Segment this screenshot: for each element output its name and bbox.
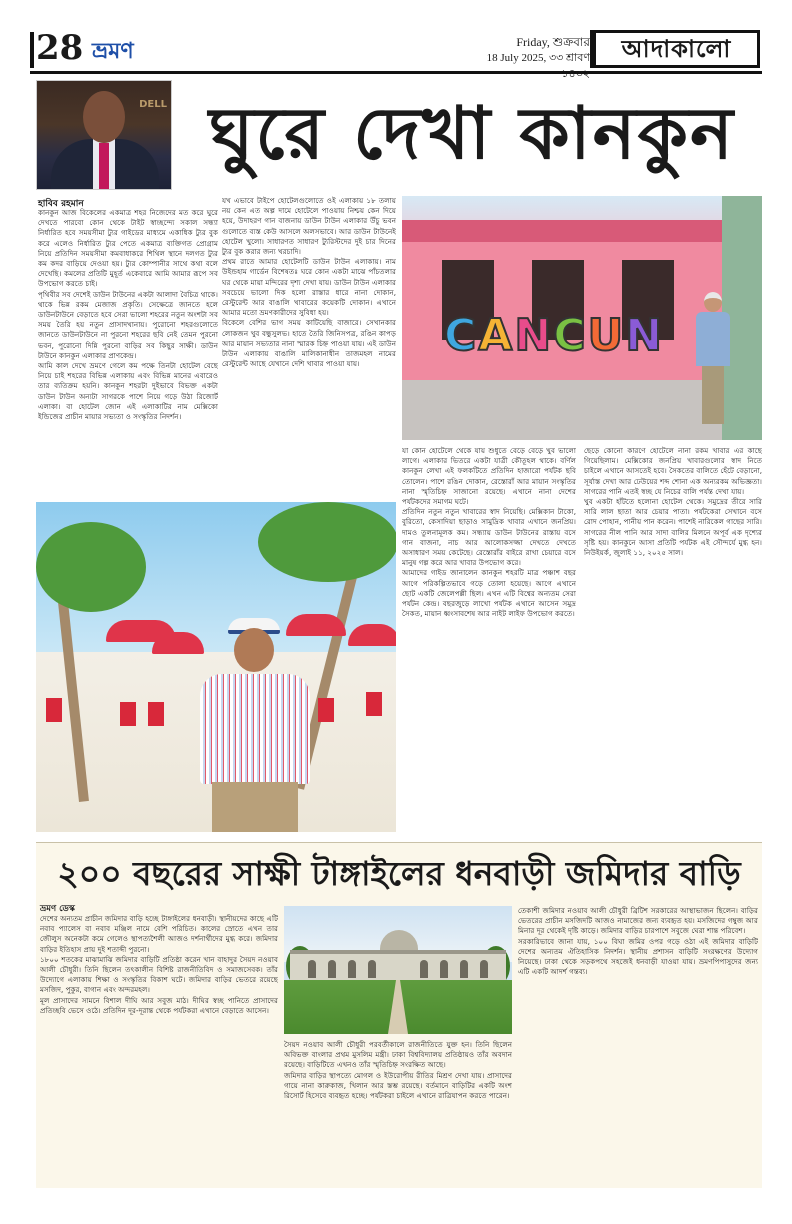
palace-building	[290, 950, 506, 980]
palm-fronds	[36, 522, 146, 612]
article-paragraph: খুব একটা হাঁটতে হলোনা হোটেল থেকে। সমুদ্রের তীরে সারি সারি লাল ছাতা আর চেয়ার পাতা। পর্যটকেরা সেখানে বসে রোদ পোহান, পানীয় পান করেন। পাশেই নারিকেল গাছের সারি। সাগরের নীল পানি আর সাদা বালির মিলনে অপূর্ব এক দৃশ্যের সৃষ্টি হয়। কানকুনে আসা প্রতিটি পর্যটক এই সৌন্দর্যে মুগ্ধ হন। নিউইয়র্ক, জুলাই ১১, ২০২৫ সাল।	[584, 497, 762, 558]
sign-letter: C	[553, 310, 586, 361]
photo-backdrop-logo: DELL	[139, 99, 167, 110]
palace-arch	[348, 960, 356, 978]
beach-photo	[36, 502, 396, 832]
article-paragraph: সরকারিভাবে জানা যায়, ১০০ বিঘা জমির ওপর গড়ে ওঠা এই জমিদার বাড়িটি দেশের অন্যতম ঐতিহাসিক নিদর্শন। স্থানীয় প্রশাসন বাড়িটি সংরক্ষণের উদ্যোগ নিয়েছে। ঢাকা থেকে সড়কপথে সহজেই ধনবাড়ী যাওয়া যায়। ভ্রমণপিপাসুদের জন্য এটি একটি আদর্শ গন্তব্য।	[518, 936, 758, 977]
beach-chair	[318, 698, 334, 722]
bottom-column-3	[518, 906, 758, 1182]
page-header	[30, 28, 762, 80]
masthead-logo: আদাকালো	[590, 30, 760, 68]
author-photo	[36, 80, 172, 190]
sign-letter: U	[587, 310, 624, 361]
page-number-bar	[30, 32, 34, 68]
date-block	[460, 34, 590, 82]
traveler-shirt	[696, 312, 730, 366]
article-column-2	[222, 196, 396, 498]
zamindar-palace-photo	[284, 906, 512, 1034]
traveler-legs	[702, 366, 724, 424]
article-paragraph: জমিদার বাড়ির স্থাপত্যে মোগল ও ইউরোপীয় রীতির মিশ্রণ দেখা যায়। প্রাসাদের গায়ে নানা কারুকাজ, খিলান আর স্তম্ভ রয়েছে। বর্তমানে বাড়িটির একটি অংশ রিসোর্ট হিসেবে ব্যবহৃত হচ্ছে। পর্যটকরা চাইলে এখানে রাত্রিযাপন করতে পারেন।	[284, 1070, 512, 1101]
article-paragraph: আমাদের গাইড জানালেন কানকুন শহরটি মাত্র পঞ্চাশ বছর আগে পরিকল্পিতভাবে গড়ে তোলা হয়েছে। আগে এখানে ছোট একটি জেলেপল্লী ছিল। এখন এটি বিশ্বের অন্যতম সেরা পর্যটন কেন্দ্র। বছরজুড়ে লাখো পর্যটক এখানে আসেন সমুদ্র সৈকত, মায়ান ধ্বংসাবশেষ আর নাইট লাইফ উপভোগ করতে।	[402, 568, 576, 619]
article-paragraph: আমি কাল দেখে ভ্রমণে গেলে কম পক্ষে তিনটা হোটেল বেছে নিয়ে চাই শহরের বিভিন্ন এলাকায় এবং বিভিন্ন মানের এবারেও তার ব্যতিক্রম হয়নি। কানকুন শহরটা দুইভাবে বিভক্ত একটা ডাউন টাউন অন্যটা সাগরকে পাশে নিয়ে গড়ে উঠা রিজোর্ট এলাকা। বা হোটেল জোন এই এলাকাটির নাম মেক্সিকো ইন্ডিজের প্রাচীন মায়ার সভ্যতা ও সংস্কৃতির নিদর্শন।	[38, 361, 218, 422]
article-column-4	[584, 446, 762, 838]
article-column-1	[38, 208, 218, 498]
palace-arch	[420, 960, 428, 978]
article-paragraph: যখ এভাবে টাইপে হোটেলগুলোতে ওই এলাকায় ১৮ তলায় নয় কেন এত অল্প দামে হোটেলে পাওয়ায় নিশ্চয় কেন দিয়ে হয়ে, উদাহরণ গান বাজনায় ডাউন টাউন এলাকার উঁচু ভবন গুলোতে ব্যস্ত কেউ আসলে অলসভাবে। আর ডাউন টাউনেই হোটেল খুলো। সাধারণত সাধারণ ট্যুরিস্টদের দুই চার দিনের ট্যুর বুক করার জন্য খরচাদি।	[222, 196, 396, 257]
author-head	[83, 91, 125, 143]
cancun-sign-photo	[402, 196, 762, 440]
beach-umbrella	[348, 624, 396, 646]
article-headline: ঘুরে দেখা কানকুন	[209, 91, 735, 175]
author-tie	[99, 143, 109, 189]
article-paragraph: ১৮০০ শতকের মাঝামাঝি জমিদার বাড়িটি প্রতিষ্ঠা করেন খান বাহাদুর সৈয়দ নওয়াব আলী চৌধুরী। তিনি ছিলেন তৎকালীন বিশিষ্ট রাজনীতিবিদ ও সমাজসেবক। তাঁর উদ্যোগে এলাকায় শিক্ষা ও সংস্কৃতির বিকাশ ঘটে। জমিদার বাড়ির ভেতরে রয়েছে মসজিদ, পুকুর, বাগান এবং অন্দরমহল।	[40, 954, 278, 995]
article-paragraph: পৃথিবীর সব দেশেই ডাউন টাউনের একটা আলাদা বৈচিত্র থাকে। থাকে ভিন্ন রকম মেজাজ প্রকৃতি। সেক্ষেত্রে জানতে হলে ডাউনটাউনে বেড়াতে হবে সেরা ভালো শহরের নতুন অংশটা সব সময় তৈরি হয় নতুন প্রাসাদখানায়। পুরোনো শহরগুলোতে জানতে ডাউনটাউনে না পুরনো শহরের ছবি নেই তেমন পুরনো ভবন, পুরোনো দিন্নি পুরনো বাড়ির সব কিছুর সাক্ষী। ডাউন টাউনে কানকুন এলাকার প্রাণকেন্দ্র।	[38, 289, 218, 360]
palace-arch	[480, 960, 488, 978]
bottom-article-headline: ২০০ বছরের সাক্ষী টাঙ্গাইলের ধনবাড়ী জমিদার বাড়ি	[57, 854, 741, 893]
article-paragraph: প্রতিদিন নতুন নতুন খাবারের স্বাদ নিয়েছি। মেক্সিকান টাকো, বুরিতো, কেসাদিয়া ছাড়াও সামুদ্রিক খাবার এখানে জনপ্রিয়। দামও তুলনামূলক কম। সন্ধ্যায় ডাউন টাউনের রাস্তায় বসে গান বাজনা, নাচ আর আলোকসজ্জা দেখতে দেখতে অসাধারণ সময় কেটেছে। রেস্তোরাঁর বাইরে রাখা চেয়ারে বসে মানুষ গল্প করে আর খাবার উপভোগ করে।	[402, 507, 576, 568]
section-name: ভ্রমণ	[92, 39, 134, 64]
traveler-head	[234, 628, 274, 672]
article-paragraph: দেশের অন্যতম প্রাচীন জমিদার বাড়ি হচ্ছে টাঙ্গাইলের ধনবাড়ী। স্থানীয়দের কাছে এটি নবাব প্যালেস বা নবাব মঞ্জিল নামে বেশি পরিচিত। কালের স্রোতে এখন তার জৌলুস অনেকটা কমে গেলেও স্থাপত্যশৈলী আজও দর্শনার্থীদের মুগ্ধ করে। জমিদার বাড়ির ইতিহাস প্রায় দুই শতাব্দী পুরনো।	[40, 914, 278, 954]
article-paragraph: যা কোন হোটেলে থেকে যায় শুধুতে বেড়ে বেড়ে খুব ভালো লাগে। এলাকার ভিতরে একটা যাত্রী কৌতূহল থাকে। বর্ণিল কানকুন লেখা এই ফলকটিতে প্রতিদিন হাজারো পর্যটক ছবি তোলেন। পাশে রঙিন দোকান, রেস্তোরাঁ আর মায়ান সংস্কৃতির নানা স্মৃতিচিহ্ন সাজানো রয়েছে। এখানে নানা দেশের পর্যটকদের সমাগম ঘটে।	[402, 446, 576, 507]
article-paragraph: কানকুন আজ বিকেলের একমাত্র শহর নিজেদের মত করে ঘুরে দেখতে পারবো কোন থেকে টাইট স্বাচ্ছন্দ্যে সকাল সন্ধ্যা নির্ধারিত হবে সময়সীমা ট্যুর গাইডের মাধ্যমে একাধিক ট্যুর বুক করে এলেও নির্ধারিত ট্যুর পেতে একমাত্র ব্যক্তিগত প্রোগ্রাম নিয়ে প্রতিদিন সময়সীমা কমবাধাকরে শিথিল স্থানে দলগত ট্যুর কম কদর বাড়িয়ে দেওয়া হয়। ট্যুর কোম্পানীর সাথে কথা বলে দেখেছি। কমলের প্রতিটি মুহূর্ত একেবারে আমি আমার রূপে সব উপভোগ করতে চাই।	[38, 208, 218, 289]
traveler-head	[704, 292, 722, 312]
building-awning	[402, 220, 732, 242]
article-paragraph: বিকেলে বেশির ভাগ সময় কাটিয়েছি বাজারে। সেখানকার লোকজন খুব বন্ধুসুলভ। হাতে তৈরি জিনিসপত্র, রঙিন কাপড় আর মায়ান সভ্যতার নানা স্মারক চিহ্ন পাওয়া যায়। এই ডাউন টাউন এলাকায় বাঙালি মালিকানাধীন তাজমহল নামের রেস্টুরেন্ট আছে যেখানে দেশি খাবার পাওয়া যায়।	[222, 318, 396, 369]
article-paragraph: প্রথম রাতে আমার হোটেলটি ডাউন টাউন এলাকায়। নাম উইন্ডহাম গার্ডেন বিশেষতঃ ঘরে কোন একটা মাঝে পাঁচতলার ঘর থেকে মায়া মন্দিরের দৃশ্য দেখা যায়। ডাউন টাউন এলাকার সবচেয়ে ভালো দিক হলো রাস্তার ধারে নানা দোকান, রেস্টুরেন্ট আর বাঙালি খাবারের কয়েকটি দোকান। এখানে আমার মতো ভ্রমণকারীদের সুবিধা হয়।	[222, 257, 396, 318]
palace-arch	[440, 960, 448, 978]
palace-arch	[460, 960, 468, 978]
bottom-article-byline: ভ্রমণ ডেস্ক	[40, 904, 75, 914]
traveler-figure	[696, 292, 730, 424]
article-paragraph: সৈয়দ নওয়াব আলী চৌধুরী পরবর্তীকালে রাজনীতিতে যুক্ত হন। তিনি ছিলেন অবিভক্ত বাংলার প্রথম মুসলিম মন্ত্রী। ঢাকা বিশ্ববিদ্যালয় প্রতিষ্ঠায়ও তাঁর অবদান রয়েছে। বাড়িটিতে এখনও তাঁর স্মৃতিচিহ্ন সংরক্ষিত আছে।	[284, 1040, 512, 1070]
palace-arch	[368, 960, 376, 978]
article-paragraph: তেকাশী জমিদার নওয়াব আলী চৌধুরী ব্রিটিশ সরকারের আস্থাভাজন ছিলেন। বাড়ির ভেতরের প্রাচীন মসজিদটি আজও নামাজের জন্য ব্যবহৃত হয়। মসজিদের গম্বুজ আর মিনার দূর থেকেই দৃষ্টি কাড়ে। জমিদার বাড়ির চারপাশে সবুজে ঘেরা শান্ত পরিবেশ।	[518, 906, 758, 936]
beach-umbrella	[152, 632, 204, 654]
palace-arch	[308, 960, 316, 978]
sign-letter: N	[514, 310, 552, 361]
beach-umbrella	[286, 614, 346, 636]
palm-fronds	[258, 502, 396, 582]
cancun-sign	[444, 308, 662, 364]
traveler-pants	[212, 782, 298, 832]
article-byline: হাবিব রহমান	[38, 199, 84, 209]
palace-arch	[328, 960, 336, 978]
article-paragraph: ছেড়ে কোনো কারণে হোটেলে নানা রকম খাবার এর কাছে গিয়েছিলাম। মেক্সিকোর জনপ্রিয় খাবারগুলোর স্বাদ নিতে চাইলে এখানে আসতেই হবে। সৈকতের বালিতে হেঁটে বেড়ানো, সূর্যাস্ত দেখা আর ঢেউয়ের শব্দ শোনা এক অন্যরকম অভিজ্ঞতা। সাগরের পানি এতই স্বচ্ছ যে নিচের বালি পর্যন্ত দেখা যায়।	[584, 446, 762, 496]
article-column-3	[402, 446, 576, 838]
traveler-shirt	[200, 674, 310, 784]
sign-letter: A	[478, 310, 513, 361]
page-number: 28	[36, 28, 84, 68]
article-paragraph: মূল প্রাসাদের সামনে বিশাল দীঘি আর সবুজ মাঠ। দীঘির স্বচ্ছ পানিতে প্রাসাদের প্রতিচ্ছবি ভেসে ওঠে। প্রতিদিন দূর-দূরান্ত থেকে পর্যটকরা এখানে বেড়াতে আসেন।	[40, 995, 278, 1015]
beach-chair	[46, 698, 62, 722]
sign-letter: C	[444, 310, 477, 361]
beach-chair	[366, 692, 382, 716]
beach-chair	[148, 702, 164, 726]
bottom-column-1	[40, 914, 278, 1182]
bottom-column-2	[284, 1040, 512, 1182]
date-line: 18 July 2025, ৩৩ শ্রাবণ ১৪৩২	[486, 52, 590, 80]
sign-letter: N	[625, 310, 663, 361]
beach-chair	[120, 702, 136, 726]
date-day: Friday, শুক্রবার	[516, 35, 590, 49]
